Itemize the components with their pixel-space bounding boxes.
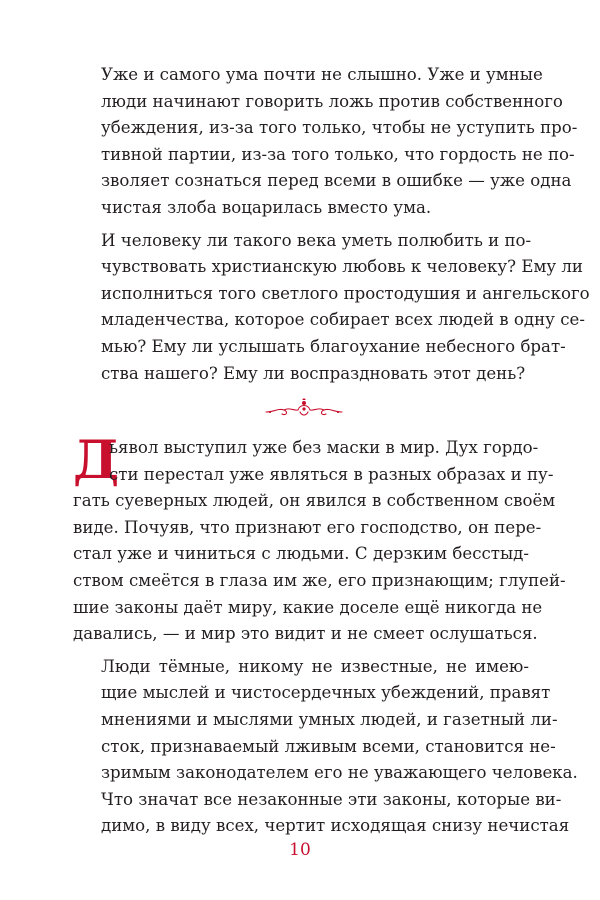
text-line: исполниться того светлого простодушия и ангельского: [101, 283, 590, 303]
text-line: Что значат все незаконные эти законы, которые ви-: [101, 789, 562, 809]
floral-divider-icon: [264, 398, 344, 420]
text-line: димо, в виду всех, чертит исходящая снизу нечистая: [101, 816, 570, 836]
paragraph: [73, 228, 590, 388]
text-line: зволяет сознаться перед всеми в ошибке — уже одна: [101, 171, 572, 191]
paragraph: [73, 654, 578, 840]
text-line: убеждения, из-за того только, чтобы не уступить про-: [101, 118, 578, 138]
text-line: ьявол выступил уже без маски в мир. Дух гордо-: [109, 438, 539, 457]
text-line: сти перестал уже являться в разных образах и пу-: [109, 464, 554, 484]
text-line: гать суеверных людей, он явился в собственном своём: [73, 491, 556, 511]
text-line: И человеку ли такого века уметь полюбить и по-: [101, 230, 532, 250]
text-section-2: [73, 430, 578, 840]
text-line: щие мыслей и чистосердечных убеждений, правят: [101, 683, 551, 703]
text-line: ства нашего? Ему ли воспраздновать этот день?: [101, 363, 526, 383]
text-line: мью? Ему ли услышать благоухание небесного брат-: [101, 336, 566, 356]
text-section-1: [73, 62, 590, 387]
text-line: чистая злоба воцарилась вместо ума.: [101, 197, 432, 217]
text-line: ством смеётся в глаза им же, его признающим; глупей-: [73, 570, 566, 590]
text-line: стал уже и чиниться с людьми. С дерзким бесстыд-: [73, 544, 529, 564]
text-line: сток, признаваемый лживым всеми, становится не-: [101, 736, 556, 756]
text-line: тивной партии, из-за того только, что гордость не по-: [101, 144, 575, 164]
paragraph: [73, 430, 566, 648]
text-line: чувствовать христианскую любовь к человеку? Ему ли: [101, 257, 583, 277]
text-line: Люди тёмные, никому не известные, не имею-: [101, 656, 529, 676]
text-line: шие законы даёт миру, какие доселе ещё никогда не: [73, 597, 543, 617]
text-line: давались, — и мир это видит и не смеет ослушаться.: [73, 624, 538, 644]
text-line: Уже и самого ума почти не слышно. Уже и умные: [101, 65, 543, 84]
paragraph: [73, 62, 578, 222]
text-line: мнениями и мыслями умных людей, и газетный ли-: [101, 709, 558, 729]
text-line: виде. Почуяв, что признают его господство, он пере-: [73, 517, 542, 537]
text-line: люди начинают говорить ложь против собственного: [101, 91, 563, 111]
drop-cap-letter: Д: [73, 430, 120, 491]
page-number: 10: [289, 840, 311, 860]
text-line: зримым законодателем его не уважающего человека.: [101, 763, 578, 783]
text-line: младенчества, которое собирает всех людей в одну се-: [101, 310, 585, 330]
